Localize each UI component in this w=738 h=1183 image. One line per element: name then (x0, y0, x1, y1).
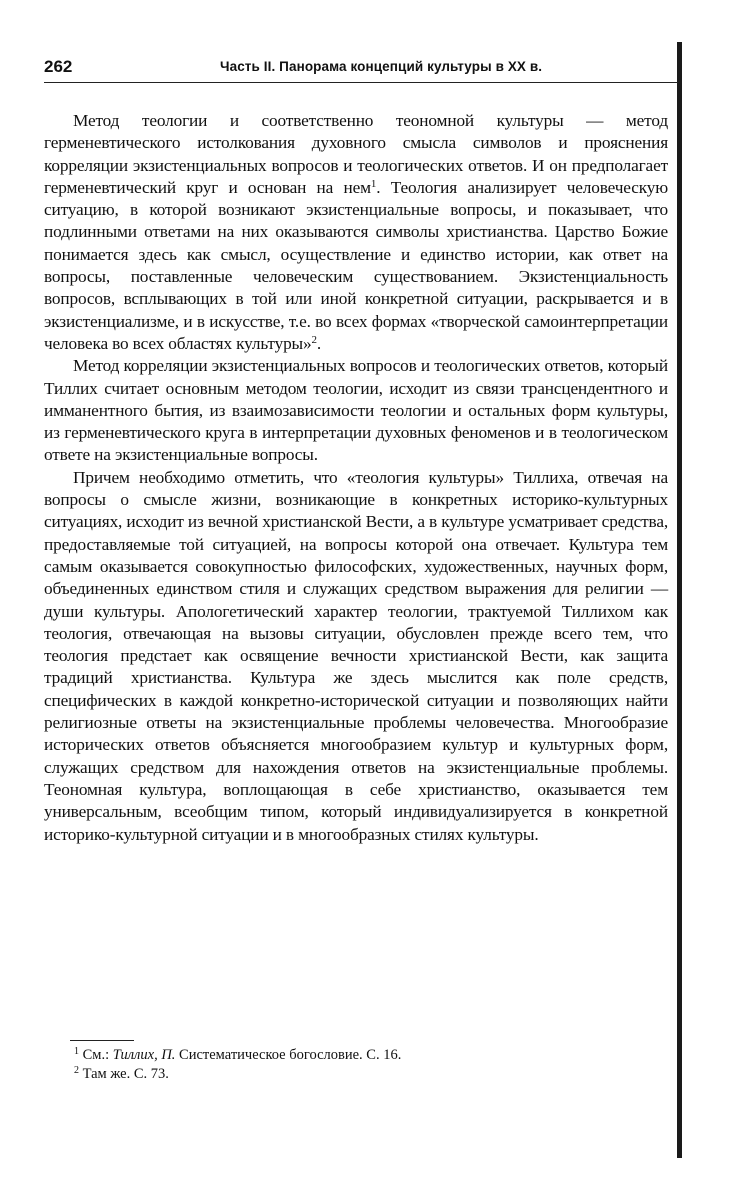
footnote-2-marker: 2 (74, 1065, 79, 1076)
paragraph-1 (44, 110, 668, 355)
running-head: Часть II. Панорама концепций культуры в XX в. (220, 59, 543, 74)
paragraph-1-text-cont: . Теология анализирует человеческую ситуацию, в которой возникают экзистенциальные вопросы, и показывает, что подлинными ответами на них оказываются символы христианства. Царство Божие понимается здесь как смысл, осуществление и единство истории, как ответ на вопросы, поставленные человеческим существованием. Экзистенциальность вопросов, всплывающих в той или иной конкретной ситуации, раскрывается и в экзистенциализме, и в искусстве, т.е. во всех формах «творческой самоинтерпретации человека во всех областях культуры» (44, 177, 668, 353)
paragraph-2: Метод корреляции экзистенциальных вопросов и теологических ответов, который Тиллих считает основным методом теологии, исходит из связи трансцендентного и имманентного бытия, из взаимозависимости теологии и остальных форм культуры, из герменевтического круга в интерпретации духовных феноменов и в теологическом ответе на экзистенциальные вопросы. (44, 356, 668, 465)
footnote-ref-2: 2 (311, 333, 317, 346)
page-number: 262 (44, 57, 73, 76)
body-text (44, 110, 668, 846)
footnote-1 (74, 1046, 634, 1065)
paragraph-3: Причем необходимо отметить, что «теология культуры» Тиллиха, отвечая на вопросы о смысле жизни, возникающие в конкретных историко-культурных ситуациях, исходит из вечной христианской Вести, а в культуре усматривает средства, предоставляемые той ситуацией, на вопросы которой она отвечает. Культура тем самым оказывается совокупностью философских, художественных, научных форм, объединенных единством стиля и служащих средством выражения для религии — души культуры. Апологетический характер теологии, трактуемой Тиллихом как теология, отвечающая на вызовы ситуации, обусловлен прежде всего тем, что теология предстает как освящение вечности христианской Вести, как защита традиций христианства. Культура же здесь мыслится как поле средств, специфических в каждой конкретно-исторической ситуации и позволяющих найти религиозные ответы на экзистенциальные проблемы человечества. Многообразие исторических ответов объясняется многообразием культур и культурных форм, служащих средством для нахождения ответов на экзистенциальные проблемы. Теономная культура, воплощающая в себе христианство, оказывается тем универсальным, всеобщим типом, который индивидуализируется в конкретной историко-культурной ситуации и в многообразных стилях культуры. (44, 467, 669, 844)
footnote-1-marker: 1 (74, 1046, 79, 1057)
footnote-1-prefix: См.: (82, 1047, 113, 1063)
footnote-1-rest: Систематическое богословие. С. 16. (175, 1047, 402, 1063)
footnote-1-author: Тиллих, П. (112, 1047, 176, 1063)
paragraph-1-text-end: . (316, 333, 322, 353)
header-rule (44, 82, 678, 83)
paragraph-1-text: Метод теологии и соответственно теономной культуры — метод герменевтического истолкования духовного смысла символов и прояснения корреляции экзистенциальных вопросов и теологических ответов. И он предполагает герменевтический круг и основан на нем (44, 111, 668, 197)
page-header (44, 52, 664, 82)
footnote-ref-1: 1 (370, 177, 377, 190)
footnote-2 (74, 1065, 634, 1084)
footnote-2-text: Там же. С. 73. (82, 1066, 169, 1082)
page-spine-edge (677, 42, 682, 1158)
footnotes (74, 1046, 634, 1084)
footnote-rule (70, 1040, 134, 1041)
